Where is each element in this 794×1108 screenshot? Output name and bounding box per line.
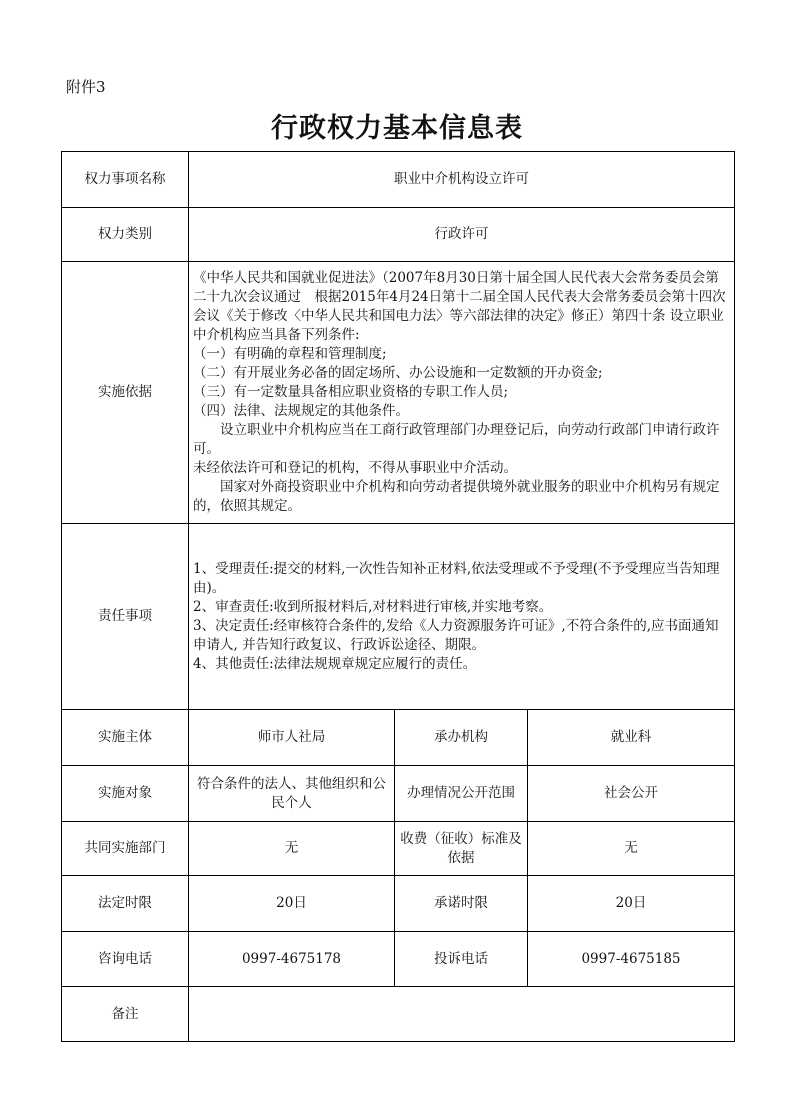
remarks-label: 备注 [62,987,189,1042]
basis-paragraph: （三）有一定数量具备相应职业资格的专职工作人员; [193,384,509,400]
responsibility-paragraph: 2、审查责任:收到所报材料后,对材料进行审核,并实地考察。 [193,598,553,615]
page-title: 行政权力基本信息表 [271,113,523,144]
row-legal-limit [62,876,735,932]
disclosure-scope-value: 社会公开 [528,766,735,822]
power-item-label: 权力事项名称 [62,152,189,208]
row-phone [62,932,735,987]
row-basis [62,262,735,524]
basis-label: 实施依据 [62,262,189,524]
row-power-item [62,152,735,208]
promised-limit-value: 20日 [528,876,735,932]
handling-agency-label: 承办机构 [395,710,528,766]
complaint-phone-label: 投诉电话 [395,932,528,987]
target-value: 符合条件的法人、其他组织和公民个人 [189,766,395,822]
row-subject [62,710,735,766]
complaint-phone-value: 0997-4675185 [528,932,735,987]
subject-value: 师市人社局 [189,710,395,766]
basis-paragraph: 国家对外商投资职业中介机构和向劳动者提供境外就业服务的职业中介机构另有规定的，依照其规定。 [193,479,720,514]
row-responsibility [62,524,735,710]
responsibility-paragraph: 3、决定责任:经审核符合条件的,发给《人力资源服务许可证》,不符合条件的,应书面通知申请人, 并告知行政复议、行政诉讼途径、期限。 [193,617,719,653]
promised-limit-label: 承诺时限 [395,876,528,932]
responsibility-paragraph: 1、受理责任:提交的材料,一次性告知补正材料,依法受理或不予受理(不予受理应当告知理由)。 [193,560,720,596]
remarks-value [189,987,735,1042]
joint-dept-value: 无 [189,822,395,876]
power-item-value: 职业中介机构设立许可 [189,152,735,208]
fee-standard-value: 无 [528,822,735,876]
consult-phone-value: 0997-4675178 [189,932,395,987]
row-target [62,766,735,822]
fee-standard-label: 收费（征收）标准及依据 [395,822,528,876]
row-joint-dept [62,822,735,876]
basis-paragraph: 未经依法许可和登记的机构，不得从事职业中介活动。 [193,460,517,476]
power-category-value: 行政许可 [189,208,735,262]
row-power-category [62,208,735,262]
consult-phone-label: 咨询电话 [62,932,189,987]
attachment-label: 附件3 [66,78,106,96]
responsibility-label: 责任事项 [62,524,189,710]
responsibility-paragraph: 4、其他责任:法律法规规章规定应履行的责任。 [193,655,477,672]
disclosure-scope-label: 办理情况公开范围 [395,766,528,822]
legal-limit-label: 法定时限 [62,876,189,932]
basis-paragraph: （一）有明确的章程和管理制度; [193,346,387,362]
subject-label: 实施主体 [62,710,189,766]
info-table [61,151,735,1042]
legal-limit-value: 20日 [189,876,395,932]
responsibility-content [189,524,735,710]
basis-paragraph: 设立职业中介机构应当在工商行政管理部门办理登记后，向劳动行政部门申请行政许可。 [193,422,720,457]
power-category-label: 权力类别 [62,208,189,262]
handling-agency-value: 就业科 [528,710,735,766]
basis-paragraph: （四）法律、法规规定的其他条件。 [193,403,409,419]
basis-content [189,262,735,524]
target-label: 实施对象 [62,766,189,822]
row-remarks [62,987,735,1042]
basis-paragraph: （二）有开展业务必备的固定场所、办公设施和一定数额的开办资金; [193,365,603,381]
joint-dept-label: 共同实施部门 [62,822,189,876]
basis-paragraph: 《中华人民共和国就业促进法》（2007年8月30日第十届全国人民代表大会常务委员会第二十九次会议通过 根据2015年4月24日第十二届全国人民代表大会常务委员会第十四次会议《关于修改〈中华人民共和国电力法〉等六部法律的决定》修正）第四十条 设立职业中介机构应当具备下列条件: [193,270,726,343]
